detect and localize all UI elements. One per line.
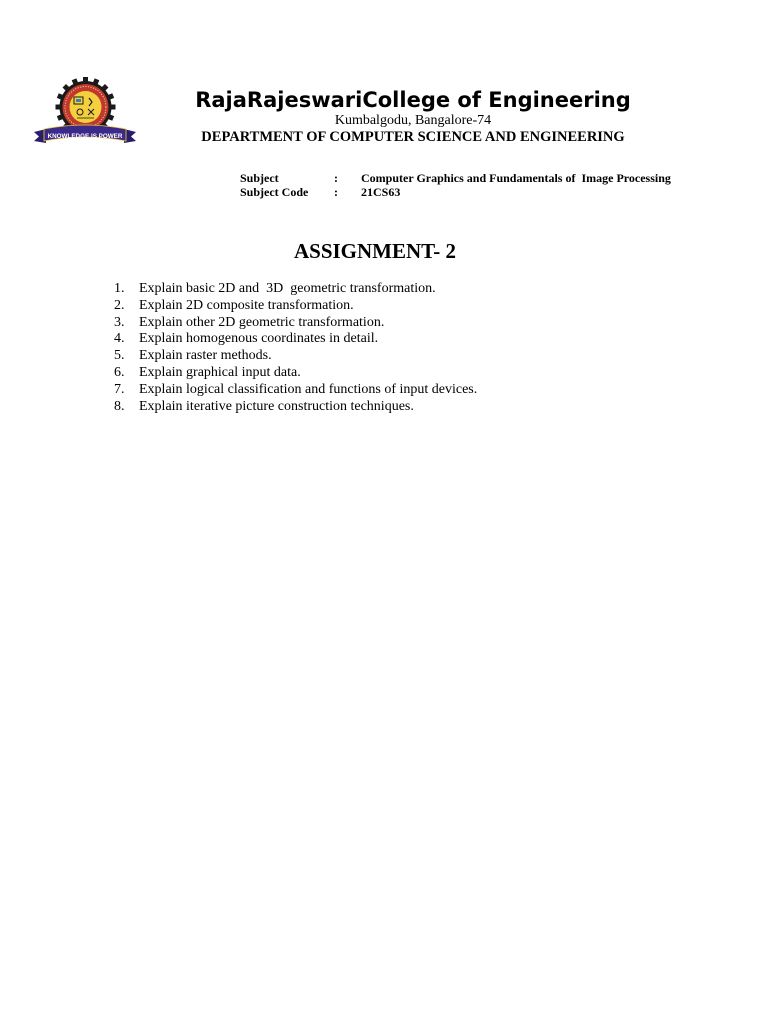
department-name: DEPARTMENT OF COMPUTER SCIENCE AND ENGINEERING xyxy=(201,129,625,145)
question-number: 4. xyxy=(114,331,125,347)
question-number: 3. xyxy=(114,314,125,330)
question-item xyxy=(0,348,768,365)
subject-label: Subject xyxy=(240,171,279,185)
question-text: Explain raster methods. xyxy=(139,348,272,364)
subject-code-colon: : xyxy=(334,185,338,199)
question-number: 8. xyxy=(114,398,125,414)
subject-colon: : xyxy=(334,171,338,185)
question-number: 7. xyxy=(114,381,125,397)
question-item xyxy=(0,281,768,298)
question-item xyxy=(0,399,768,416)
question-item xyxy=(0,315,768,332)
question-list xyxy=(0,281,768,415)
question-text: Explain homogenous coordinates in detail. xyxy=(139,331,379,347)
subject-code-label: Subject Code xyxy=(240,185,309,199)
question-number: 6. xyxy=(114,364,125,380)
subject-value: Computer Graphics and Fundamentals of Image Processing xyxy=(361,171,671,185)
question-item xyxy=(0,331,768,348)
question-text: Explain graphical input data. xyxy=(139,364,301,380)
question-item xyxy=(0,298,768,315)
question-item xyxy=(0,382,768,399)
college-name: RajaRajeswariCollege of Engineering xyxy=(195,88,631,112)
question-text: Explain iterative picture construction techniques. xyxy=(139,398,414,414)
question-text: Explain basic 2D and 3D geometric transformation. xyxy=(139,281,436,296)
college-logo xyxy=(32,77,138,150)
question-text: Explain other 2D geometric transformation. xyxy=(139,314,385,330)
question-number: 5. xyxy=(114,348,125,364)
question-number: 1. xyxy=(114,281,125,296)
college-address: Kumbalgodu, Bangalore-74 xyxy=(334,113,492,128)
question-item xyxy=(0,365,768,382)
assignment-title: ASSIGNMENT- 2 xyxy=(293,239,456,263)
question-text: Explain 2D composite transformation. xyxy=(139,297,354,313)
question-number: 2. xyxy=(114,297,125,313)
question-text: Explain logical classification and functions of input devices. xyxy=(139,381,478,397)
logo-banner-text: KNOWLEDGE IS POWER xyxy=(47,133,123,140)
college-emblem-icon xyxy=(32,77,138,150)
subject-code-value: 21CS63 xyxy=(361,185,401,199)
